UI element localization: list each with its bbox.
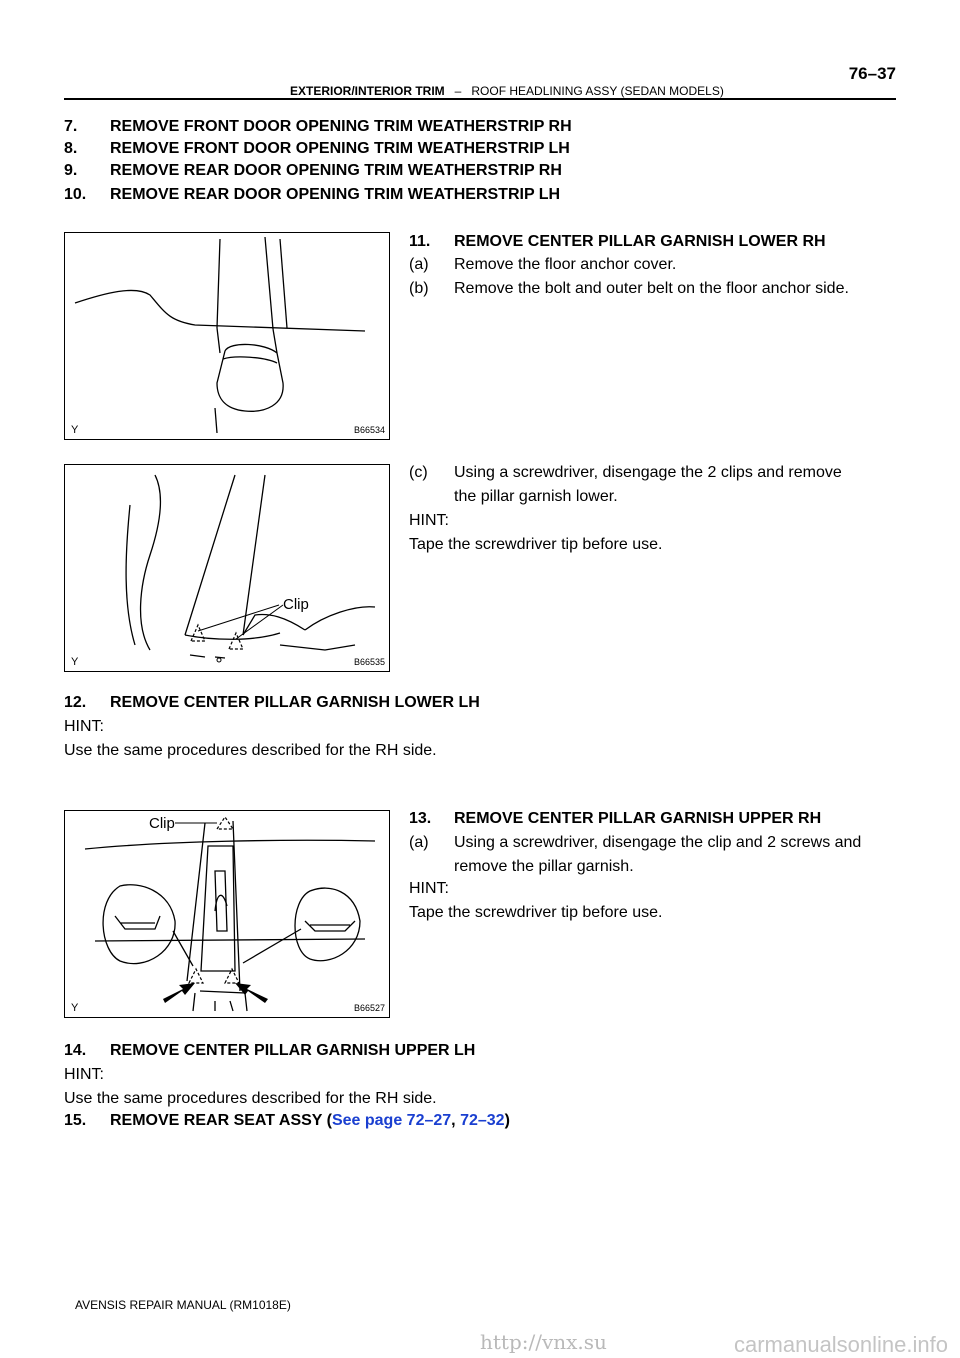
- watermark-url: http://vnx.su: [480, 1330, 607, 1354]
- step-11-hint-label: HINT:: [409, 512, 449, 529]
- step-10: 10. REMOVE REAR DOOR OPENING TRIM WEATHERSTRIP LH: [64, 186, 561, 203]
- step-13-title: 13. REMOVE CENTER PILLAR GARNISH UPPER RH: [409, 810, 822, 827]
- step-14-title: 14. REMOVE CENTER PILLAR GARNISH UPPER LH: [64, 1042, 476, 1059]
- floor-anchor-illustration: [65, 233, 389, 439]
- running-header: [290, 84, 724, 98]
- header-section: EXTERIOR/INTERIOR TRIM: [290, 84, 445, 98]
- header-dash: –: [454, 84, 462, 98]
- step-11c-cont: the pillar garnish lower.: [454, 488, 618, 505]
- step-14-hint-label: HINT:: [64, 1066, 104, 1083]
- watermark-site: carmanualsonline.info: [733, 1332, 948, 1357]
- see-page-link[interactable]: See page 72–27: [331, 1112, 452, 1129]
- figure-corner-mark: Y: [71, 656, 79, 668]
- step-12-hint-text: Use the same procedures described for the RH side.: [64, 742, 437, 759]
- step-9: 9. REMOVE REAR DOOR OPENING TRIM WEATHERSTRIP RH: [64, 162, 562, 179]
- step-13-hint-text: Tape the screwdriver tip before use.: [409, 904, 663, 921]
- clip-callout: Clip: [149, 815, 175, 832]
- step-12-title: 12. REMOVE CENTER PILLAR GARNISH LOWER LH: [64, 694, 480, 711]
- figure-b66534: [64, 232, 390, 440]
- figure-b66535: [64, 464, 390, 672]
- figure-corner-mark: Y: [71, 1002, 79, 1014]
- header-rule: [64, 98, 896, 100]
- step-7: 7. REMOVE FRONT DOOR OPENING TRIM WEATHERSTRIP RH: [64, 118, 572, 135]
- step-12-hint-label: HINT:: [64, 718, 104, 735]
- step-11-hint-text: Tape the screwdriver tip before use.: [409, 536, 663, 553]
- step-11b: (b) Remove the bolt and outer belt on the floor anchor side.: [409, 280, 849, 297]
- step-13a: (a) Using a screwdriver, disengage the clip and 2 screws and: [409, 834, 862, 851]
- step-11c: (c) Using a screwdriver, disengage the 2 clips and remove: [409, 464, 842, 481]
- page-number: 76–37: [848, 64, 896, 83]
- figure-b66527: [64, 810, 390, 1018]
- figure-code: B66527: [353, 1003, 385, 1013]
- step-13-hint-label: HINT:: [409, 880, 449, 897]
- clip-callout: Clip: [283, 596, 309, 613]
- figure-code: B66535: [353, 657, 385, 667]
- step-13a-cont: remove the pillar garnish.: [454, 858, 634, 875]
- step-11-title: 11. REMOVE CENTER PILLAR GARNISH LOWER RH: [409, 233, 826, 250]
- page-72-32-link[interactable]: 72–32: [460, 1112, 505, 1129]
- figure-corner-mark: Y: [71, 424, 79, 436]
- pillar-garnish-upper-illustration: [65, 811, 389, 1017]
- step-8: 8. REMOVE FRONT DOOR OPENING TRIM WEATHERSTRIP LH: [64, 140, 570, 157]
- step-11a: (a) Remove the floor anchor cover.: [409, 256, 677, 273]
- step-15-title: 15. REMOVE REAR SEAT ASSY (See page 72–27, 72–32): [64, 1112, 510, 1129]
- figure-code: B66534: [353, 425, 385, 435]
- header-subsection: ROOF HEADLINING ASSY (SEDAN MODELS): [471, 84, 724, 98]
- pillar-garnish-lower-illustration: [65, 465, 389, 671]
- footer-manual-id: AVENSIS REPAIR MANUAL (RM1018E): [75, 1298, 291, 1312]
- step-14-hint-text: Use the same procedures described for the RH side.: [64, 1090, 437, 1107]
